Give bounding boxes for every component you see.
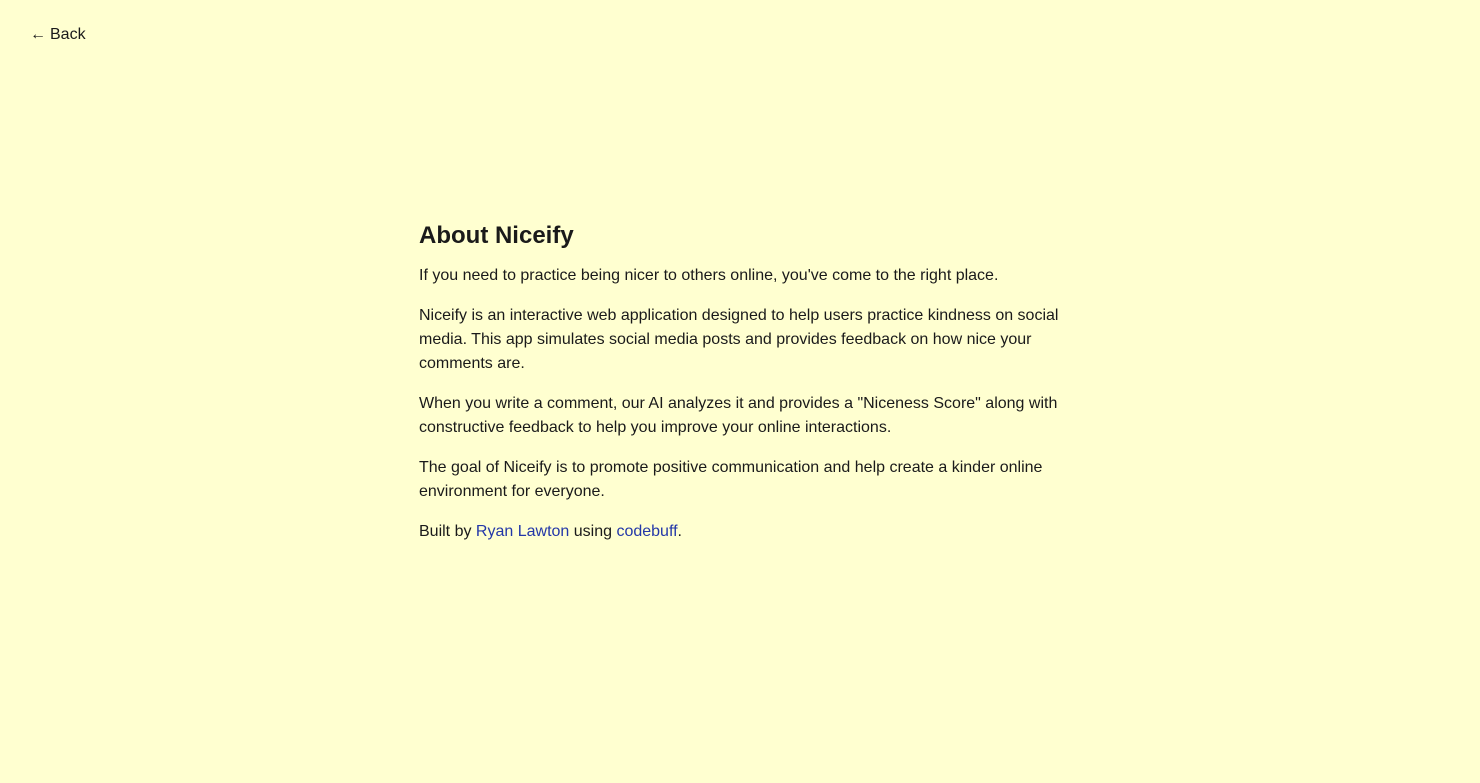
page-title: About Niceify [419,222,574,249]
author-link[interactable]: Ryan Lawton [475,523,570,540]
ai-feedback-paragraph: When you write a comment, our AI analyzes it and provides a "Niceness Score" along with constructive feedback to help you improve your online interactions. [419,395,1058,436]
back-label: Back [50,26,86,43]
credit-line [419,520,1069,544]
intro-paragraph: If you need to practice being nicer to others online, you've come to the right place. [419,267,999,284]
goal-paragraph: The goal of Niceify is to promote positive communication and help create a kinder online environment for everyone. [419,459,1043,500]
credit-suffix: . [677,523,682,540]
about-section [419,219,1069,560]
credit-middle: using [569,523,617,540]
credit-prefix: Built by [419,523,476,540]
back-link[interactable] [30,25,86,45]
back-arrow-icon: ← [30,26,46,43]
description-paragraph: Niceify is an interactive web application designed to help users practice kindness on social media. This app simulates social media posts and provides feedback on how nice your comments are. [419,307,1059,372]
codebuff-link[interactable]: codebuff [616,523,678,540]
